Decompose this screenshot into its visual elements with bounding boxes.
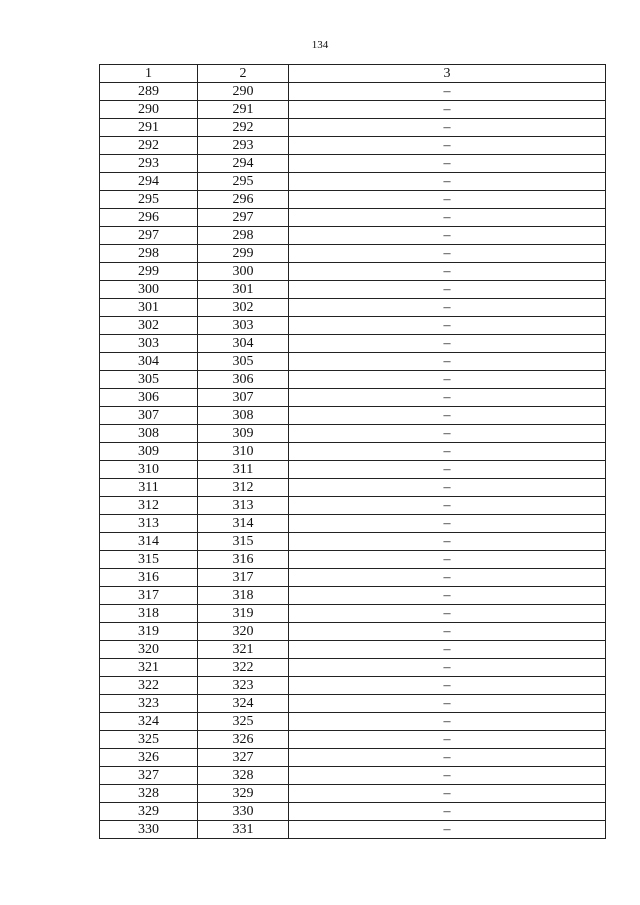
table-row xyxy=(100,173,606,191)
table-cell-col-1: 302 xyxy=(100,317,198,335)
table-cell-col-2: 322 xyxy=(198,659,289,677)
table-cell-col-3: – xyxy=(289,659,606,677)
table-cell-col-2: 326 xyxy=(198,731,289,749)
table-cell-col-2: 290 xyxy=(198,83,289,101)
table-row xyxy=(100,335,606,353)
table-cell-col-3: – xyxy=(289,191,606,209)
table-cell-col-2: 331 xyxy=(198,821,289,839)
table-cell-col-3: – xyxy=(289,587,606,605)
column-header-2: 2 xyxy=(198,65,289,83)
table-row xyxy=(100,749,606,767)
table-cell-col-2: 308 xyxy=(198,407,289,425)
table-cell-col-1: 316 xyxy=(100,569,198,587)
table-cell-col-3: – xyxy=(289,83,606,101)
table-cell-col-2: 300 xyxy=(198,263,289,281)
table-cell-col-3: – xyxy=(289,263,606,281)
table-row xyxy=(100,695,606,713)
table-cell-col-1: 326 xyxy=(100,749,198,767)
table-row xyxy=(100,821,606,839)
table-cell-col-2: 292 xyxy=(198,119,289,137)
table-cell-col-1: 320 xyxy=(100,641,198,659)
table-cell-col-1: 315 xyxy=(100,551,198,569)
table-cell-col-3: – xyxy=(289,137,606,155)
table-cell-col-3: – xyxy=(289,245,606,263)
table-cell-col-2: 293 xyxy=(198,137,289,155)
table-cell-col-1: 313 xyxy=(100,515,198,533)
table-cell-col-3: – xyxy=(289,767,606,785)
table-cell-col-3: – xyxy=(289,425,606,443)
table-cell-col-3: – xyxy=(289,605,606,623)
table-cell-col-2: 329 xyxy=(198,785,289,803)
table-cell-col-3: – xyxy=(289,317,606,335)
table-cell-col-3: – xyxy=(289,299,606,317)
table-cell-col-3: – xyxy=(289,353,606,371)
table-cell-col-3: – xyxy=(289,155,606,173)
table-cell-col-1: 312 xyxy=(100,497,198,515)
table-cell-col-1: 321 xyxy=(100,659,198,677)
table-row xyxy=(100,731,606,749)
table-cell-col-1: 318 xyxy=(100,605,198,623)
table-cell-col-1: 327 xyxy=(100,767,198,785)
table-cell-col-1: 319 xyxy=(100,623,198,641)
table-cell-col-3: – xyxy=(289,119,606,137)
table-cell-col-1: 308 xyxy=(100,425,198,443)
table-cell-col-2: 319 xyxy=(198,605,289,623)
table-cell-col-2: 296 xyxy=(198,191,289,209)
table-cell-col-1: 304 xyxy=(100,353,198,371)
table-cell-col-3: – xyxy=(289,101,606,119)
table-row xyxy=(100,497,606,515)
table-cell-col-3: – xyxy=(289,497,606,515)
table-row xyxy=(100,479,606,497)
table-cell-col-1: 297 xyxy=(100,227,198,245)
table-cell-col-2: 313 xyxy=(198,497,289,515)
table-row xyxy=(100,767,606,785)
table-cell-col-3: – xyxy=(289,335,606,353)
table-row xyxy=(100,83,606,101)
table-cell-col-3: – xyxy=(289,479,606,497)
table-cell-col-2: 317 xyxy=(198,569,289,587)
table-cell-col-3: – xyxy=(289,389,606,407)
table-cell-col-3: – xyxy=(289,695,606,713)
table-cell-col-2: 291 xyxy=(198,101,289,119)
table-cell-col-1: 325 xyxy=(100,731,198,749)
table-cell-col-3: – xyxy=(289,407,606,425)
table-row xyxy=(100,425,606,443)
table-cell-col-3: – xyxy=(289,641,606,659)
table-cell-col-2: 321 xyxy=(198,641,289,659)
table-cell-col-1: 311 xyxy=(100,479,198,497)
table-cell-col-3: – xyxy=(289,731,606,749)
table-cell-col-2: 318 xyxy=(198,587,289,605)
table-cell-col-1: 317 xyxy=(100,587,198,605)
table-row xyxy=(100,515,606,533)
table-cell-col-1: 290 xyxy=(100,101,198,119)
table-row xyxy=(100,191,606,209)
table-cell-col-3: – xyxy=(289,461,606,479)
table-cell-col-3: – xyxy=(289,173,606,191)
table-row xyxy=(100,281,606,299)
table-cell-col-2: 323 xyxy=(198,677,289,695)
table-cell-col-1: 298 xyxy=(100,245,198,263)
table-row xyxy=(100,371,606,389)
table-cell-col-3: – xyxy=(289,623,606,641)
table-cell-col-1: 300 xyxy=(100,281,198,299)
table-cell-col-3: – xyxy=(289,785,606,803)
table-row xyxy=(100,677,606,695)
column-header-3: 3 xyxy=(289,65,606,83)
table-cell-col-1: 292 xyxy=(100,137,198,155)
table-row xyxy=(100,605,606,623)
column-header-1: 1 xyxy=(100,65,198,83)
table-cell-col-2: 315 xyxy=(198,533,289,551)
table-row xyxy=(100,155,606,173)
table-cell-col-2: 297 xyxy=(198,209,289,227)
table-row xyxy=(100,227,606,245)
table-cell-col-1: 328 xyxy=(100,785,198,803)
table-cell-col-2: 309 xyxy=(198,425,289,443)
table-row xyxy=(100,623,606,641)
table-row xyxy=(100,659,606,677)
table-cell-col-1: 330 xyxy=(100,821,198,839)
table-header-row xyxy=(100,65,606,83)
table-cell-col-1: 306 xyxy=(100,389,198,407)
table-cell-col-2: 301 xyxy=(198,281,289,299)
table-cell-col-3: – xyxy=(289,443,606,461)
table-cell-col-2: 306 xyxy=(198,371,289,389)
table-cell-col-3: – xyxy=(289,569,606,587)
table-cell-col-2: 307 xyxy=(198,389,289,407)
table-cell-col-1: 323 xyxy=(100,695,198,713)
table-cell-col-2: 327 xyxy=(198,749,289,767)
table-cell-col-1: 301 xyxy=(100,299,198,317)
table-body xyxy=(100,83,606,839)
table-cell-col-3: – xyxy=(289,515,606,533)
table-row xyxy=(100,317,606,335)
table-cell-col-2: 303 xyxy=(198,317,289,335)
table-cell-col-1: 322 xyxy=(100,677,198,695)
table-cell-col-2: 328 xyxy=(198,767,289,785)
table-cell-col-3: – xyxy=(289,281,606,299)
table-cell-col-2: 330 xyxy=(198,803,289,821)
table-row xyxy=(100,119,606,137)
table-cell-col-2: 304 xyxy=(198,335,289,353)
table-cell-col-2: 302 xyxy=(198,299,289,317)
table-cell-col-3: – xyxy=(289,371,606,389)
table-cell-col-1: 307 xyxy=(100,407,198,425)
table-cell-col-2: 295 xyxy=(198,173,289,191)
table-cell-col-1: 303 xyxy=(100,335,198,353)
table-cell-col-3: – xyxy=(289,677,606,695)
table-cell-col-2: 294 xyxy=(198,155,289,173)
table-cell-col-2: 325 xyxy=(198,713,289,731)
table-row xyxy=(100,137,606,155)
table-cell-col-3: – xyxy=(289,749,606,767)
table-row xyxy=(100,407,606,425)
table-row xyxy=(100,263,606,281)
table-cell-col-2: 320 xyxy=(198,623,289,641)
table-cell-col-1: 309 xyxy=(100,443,198,461)
table-cell-col-3: – xyxy=(289,209,606,227)
table-row xyxy=(100,209,606,227)
table-cell-col-2: 298 xyxy=(198,227,289,245)
table-cell-col-2: 324 xyxy=(198,695,289,713)
table-cell-col-2: 310 xyxy=(198,443,289,461)
table-row xyxy=(100,461,606,479)
table-cell-col-3: – xyxy=(289,227,606,245)
table-cell-col-1: 291 xyxy=(100,119,198,137)
table-cell-col-1: 329 xyxy=(100,803,198,821)
table-cell-col-2: 299 xyxy=(198,245,289,263)
table-cell-col-1: 324 xyxy=(100,713,198,731)
table-cell-col-1: 289 xyxy=(100,83,198,101)
table-cell-col-2: 311 xyxy=(198,461,289,479)
table-row xyxy=(100,713,606,731)
table-row xyxy=(100,785,606,803)
table-cell-col-2: 316 xyxy=(198,551,289,569)
table-row xyxy=(100,533,606,551)
table-cell-col-2: 314 xyxy=(198,515,289,533)
table-cell-col-1: 294 xyxy=(100,173,198,191)
page-number: 134 xyxy=(311,39,329,51)
table-row xyxy=(100,551,606,569)
table-cell-col-1: 314 xyxy=(100,533,198,551)
table-row xyxy=(100,353,606,371)
table-row xyxy=(100,803,606,821)
table-cell-col-1: 295 xyxy=(100,191,198,209)
table-cell-col-2: 305 xyxy=(198,353,289,371)
table-cell-col-3: – xyxy=(289,551,606,569)
table-cell-col-2: 312 xyxy=(198,479,289,497)
table-row xyxy=(100,641,606,659)
table-row xyxy=(100,101,606,119)
data-table xyxy=(99,64,606,839)
table-row xyxy=(100,245,606,263)
table-row xyxy=(100,299,606,317)
table-cell-col-1: 296 xyxy=(100,209,198,227)
table-cell-col-3: – xyxy=(289,803,606,821)
table-cell-col-3: – xyxy=(289,713,606,731)
table-row xyxy=(100,443,606,461)
table-cell-col-3: – xyxy=(289,821,606,839)
table-cell-col-3: – xyxy=(289,533,606,551)
table-cell-col-1: 310 xyxy=(100,461,198,479)
table-row xyxy=(100,389,606,407)
table-row xyxy=(100,569,606,587)
table-cell-col-1: 305 xyxy=(100,371,198,389)
table-cell-col-1: 299 xyxy=(100,263,198,281)
table-row xyxy=(100,587,606,605)
table-cell-col-1: 293 xyxy=(100,155,198,173)
